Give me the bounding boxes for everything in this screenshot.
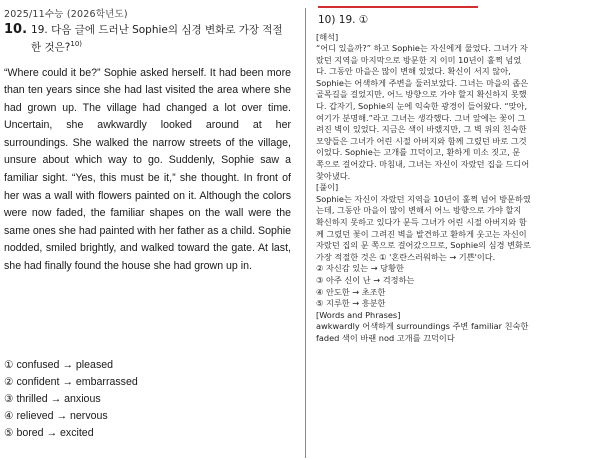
explanation-line: [Words and Phrases] [316, 309, 401, 320]
answer-label: 10) 19. ① [318, 13, 369, 26]
explanation-line: 쪽으로 걸어갔다. 마침내, 그녀는 자신이 자랐던 집을 드디어 [316, 159, 530, 170]
reading-passage: “Where could it be?” Sophie asked herself. It had been more than ten years since she had last visited the area where she had grown up. The village had changed a lot over time. Uncertain, she awkwardly looked around at her surroundings. She walked the narrow streets of the village, unsure about which way to go. Suddenly, Sophie saw a familiar sight. “Yes, this must be it,” she thought. In front of her was a wall with flowers painted on it. Although the colors were now faded, the familiar shapes on the wall were the same ones she had painted with her father as a child. Sophie nodded, smiled brightly, and walked toward the gate. At last, she had finally found the house she had grown up in. [4, 66, 291, 273]
question-footnote: 10) [70, 40, 83, 48]
explanation-line: 이었다. Sophie는 고개를 끄덕이고, 환하게 미소 짓고, 문 [316, 147, 521, 158]
choice-3[interactable]: ③ thrilled → anxious [4, 393, 101, 405]
explanation-line: 여기가 분명해.”라고 그녀는 생각했다. 그녀 앞에는 꽃이 그 [316, 112, 526, 123]
explanation-line: 골목길을 걸었지만, 어느 방향으로 가야 할지 확신하지 못했 [316, 89, 527, 100]
explanation-line: 는데, 그동안 마을이 많이 변해서 어느 방향으로 가야 할지 [316, 205, 522, 216]
question-prompt-text: 19. 다음 글에 드러난 Sophie의 심경 변화로 가장 적절한 것은? [31, 24, 283, 54]
explanation-line: ④ 안도한 → 초조한 [316, 286, 386, 297]
explanation [316, 32, 606, 345]
explanation-line: ⑤ 지루한 → 흥분한 [316, 298, 386, 309]
explanation-line: 께 그렸던 꽃이 그려진 벽을 발견하고 환하게 웃고는 자신이 [316, 228, 527, 239]
choice-4[interactable]: ④ relieved → nervous [4, 410, 108, 422]
explanation-line: Sophie는 자신이 자랐던 지역을 10년이 훌쩍 넘어 방문하였 [316, 193, 531, 204]
answer-rule [318, 6, 478, 8]
choice-2[interactable]: ② confident → embarrassed [4, 376, 138, 388]
explanation-line: 랐던 지역을 마지막으로 방문한 지 이미 10년이 훌쩍 넘었 [316, 54, 522, 65]
explanation-line: awkwardly 어색하게 surroundings 주변 familiar 친숙한 [316, 321, 529, 332]
exam-label: 2025/11수능 (2026학년도) [4, 9, 128, 20]
question-column [4, 6, 291, 276]
question-header [4, 23, 291, 55]
explanation-line: 다. 그동안 마을은 많이 변해 있었다. 확신이 서지 않아, [316, 66, 511, 77]
explanation-line: Sophie는 어색하게 주변을 둘러보았다. 그녀는 마을의 좁은 [316, 77, 529, 88]
explanation-line: faded 색이 바랜 nod 고개를 끄덕이다 [316, 332, 455, 343]
explanation-line: [해석] [316, 31, 339, 42]
explanation-line: ② 자신감 있는 → 당황한 [316, 263, 404, 274]
explanation-line: 확신하지 못하고 있다가 문득 그녀가 어린 시절 아버지와 함 [316, 217, 527, 227]
choice-5[interactable]: ⑤ bored → excited [4, 427, 94, 439]
explanation-line: 다. 갑자기, Sophie의 눈에 익숙한 광경이 들어왔다. “맞아, [316, 101, 528, 112]
column-divider [305, 8, 306, 458]
explanation-line: 려진 벽이 있었다. 지금은 색이 바랬지만, 그 벽 위의 친숙한 [316, 124, 527, 135]
explanation-line: 찾아냈다. [316, 170, 351, 181]
question-prompt [31, 23, 291, 55]
choice-1[interactable]: ① confused → pleased [4, 359, 114, 371]
explanation-line: “어디 있을까?” 하고 Sophie는 자신에게 물었다. 그녀가 자 [316, 43, 528, 54]
answer-choices [4, 357, 138, 442]
explanation-line: 가장 적절한 것은 ① '혼란스러워하는 → 기쁜'이다. [316, 251, 496, 262]
answer-column [316, 6, 606, 345]
explanation-line: ③ 아주 신이 난 → 걱정하는 [316, 274, 415, 285]
explanation-line: [풀이] [316, 182, 339, 193]
question-number: 10. [4, 22, 28, 37]
explanation-line: 자랐던 집의 문 쪽으로 걸어갔으므로, Sophie의 심경 변화로 [316, 240, 531, 251]
explanation-line: 모양들은 그녀가 어린 시절 아버지와 함께 그렸던 바로 그것 [316, 135, 527, 146]
